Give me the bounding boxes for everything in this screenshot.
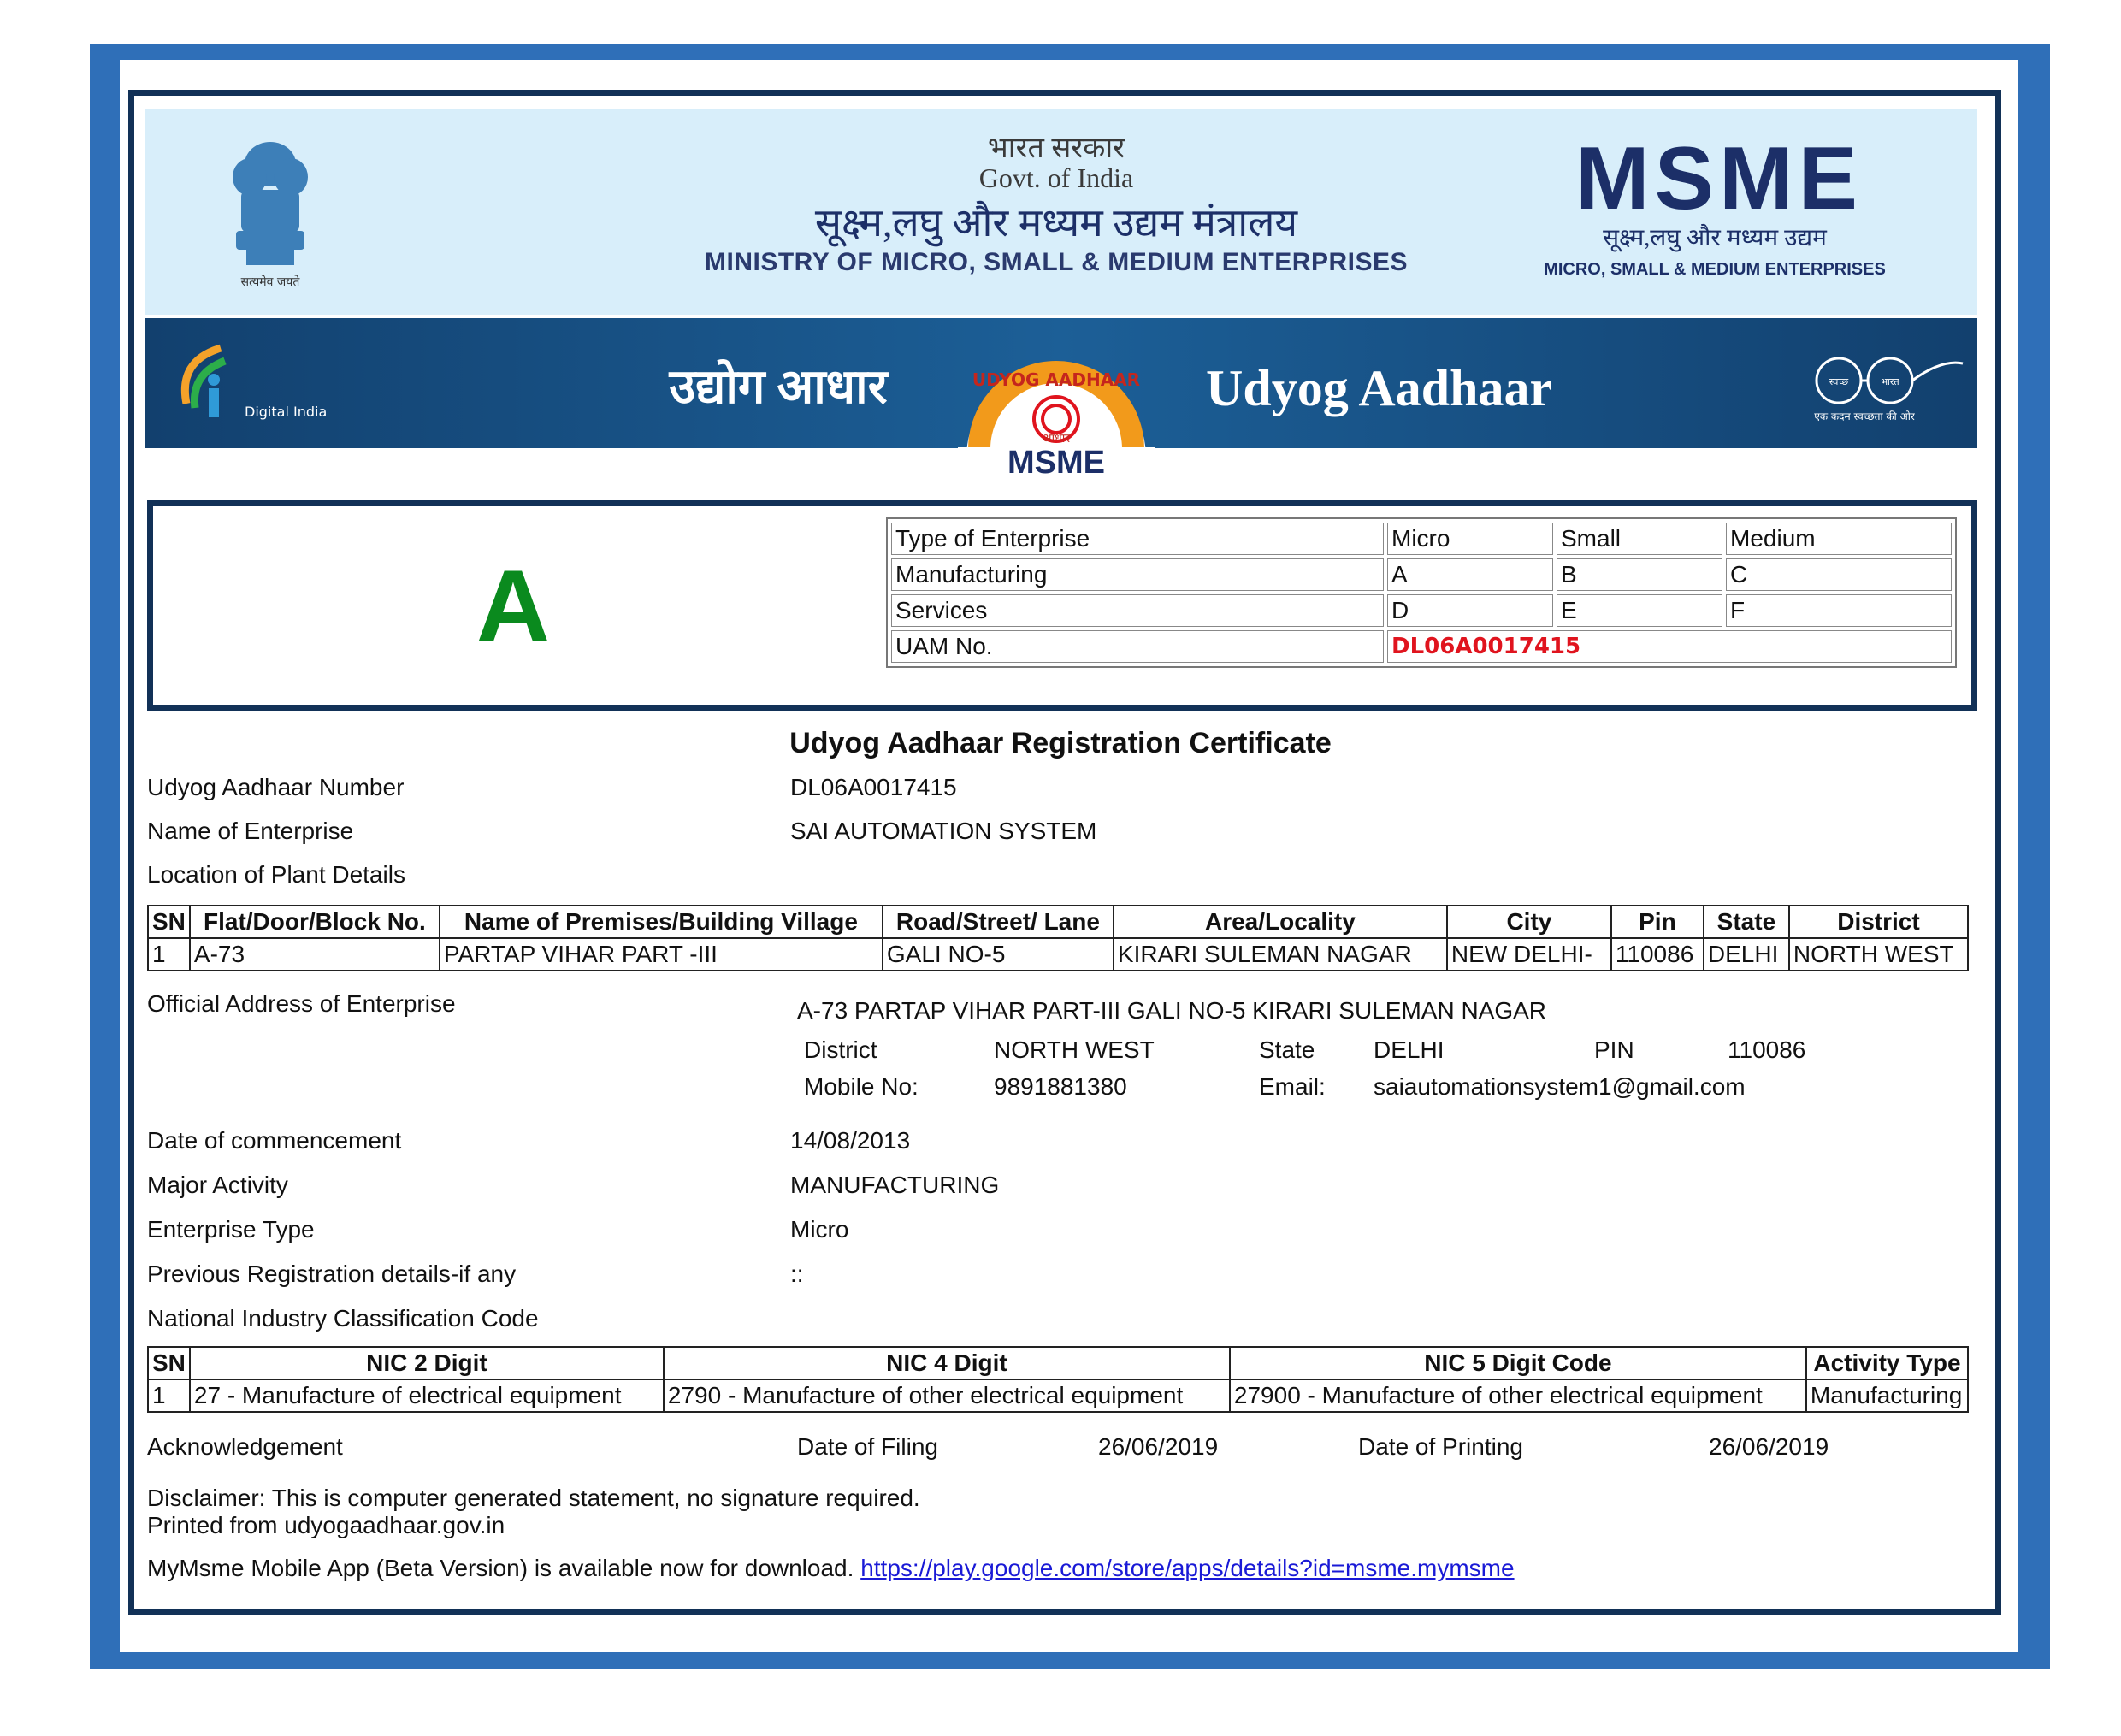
category-cell: F xyxy=(1726,594,1952,627)
plant-details-table xyxy=(147,905,1969,971)
plant-cell: A-73 xyxy=(190,938,440,971)
category-header-row xyxy=(891,523,1952,555)
category-letter: A xyxy=(476,549,551,664)
svg-text:UDYOG AADHAAR: UDYOG AADHAAR xyxy=(972,369,1141,390)
msme-english: MICRO, SMALL & MEDIUM ENTERPRISES xyxy=(1544,260,1886,279)
category-table xyxy=(886,517,1957,668)
uam-label: UAM No. xyxy=(891,630,1384,663)
plant-header: District xyxy=(1789,906,1968,938)
plant-header: Flat/Door/Block No. xyxy=(190,906,440,938)
major-activity-label: Major Activity xyxy=(147,1172,288,1198)
email-value: saiautomationsystem1@gmail.com xyxy=(1374,1073,1746,1100)
play-store-link[interactable]: https://play.google.com/store/apps/details?id=msme.mymsme xyxy=(860,1555,1515,1581)
svg-text:MSME: MSME xyxy=(1575,137,1863,218)
previous-registration-value: :: xyxy=(790,1261,804,1287)
category-cell: E xyxy=(1557,594,1722,627)
uam-row xyxy=(891,630,1952,663)
msme-logo xyxy=(1557,137,1882,218)
printed-from: Printed from udyogaadhaar.gov.in xyxy=(147,1512,505,1538)
district-label: District xyxy=(804,1036,877,1063)
printing-date-label: Date of Printing xyxy=(1358,1433,1523,1460)
filing-date-value: 26/06/2019 xyxy=(1098,1433,1219,1460)
plant-header-row xyxy=(148,906,1968,938)
svg-text:Digital India: Digital India xyxy=(245,404,328,420)
nic-cell: 27900 - Manufacture of other electrical equipment xyxy=(1230,1379,1806,1412)
svg-text:स्वच्छ: स्वच्छ xyxy=(1829,376,1849,387)
commencement-value: 14/08/2013 xyxy=(790,1127,911,1154)
category-header-micro: Micro xyxy=(1387,523,1553,555)
ministry-hindi: सूक्ष्म,लघु और मध्यम उद्यम मंत्रालय xyxy=(814,201,1298,245)
plant-cell: NEW DELHI- xyxy=(1447,938,1611,971)
table-row xyxy=(148,938,1968,971)
previous-registration-label: Previous Registration details-if any xyxy=(147,1261,517,1287)
nic-header-row xyxy=(148,1347,1968,1379)
category-cell: Manufacturing xyxy=(891,558,1384,591)
acknowledgement-label: Acknowledgement xyxy=(147,1433,343,1460)
enterprise-name-value: SAI AUTOMATION SYSTEM xyxy=(790,818,1097,844)
category-header-type: Type of Enterprise xyxy=(891,523,1384,555)
printing-date-value: 26/06/2019 xyxy=(1709,1433,1829,1460)
app-notice-text: MyMsme Mobile App (Beta Version) is available now for download. xyxy=(147,1555,854,1581)
mobile-label: Mobile No: xyxy=(804,1073,919,1100)
enterprise-name-label: Name of Enterprise xyxy=(147,818,354,844)
govt-hindi: भारत सरकार xyxy=(987,133,1125,164)
category-cell: D xyxy=(1387,594,1553,627)
plant-header: City xyxy=(1447,906,1611,938)
udyog-aadhaar-hindi: उद्योग आधार xyxy=(669,361,888,414)
pin-value: 110086 xyxy=(1728,1036,1806,1063)
plant-location-label: Location of Plant Details xyxy=(147,861,405,888)
plant-cell: PARTAP VIHAR PART -III xyxy=(440,938,883,971)
enterprise-type-label: Enterprise Type xyxy=(147,1216,315,1243)
plant-cell: 1 xyxy=(148,938,190,971)
category-cell: B xyxy=(1557,558,1722,591)
plant-header: Name of Premises/Building Village xyxy=(440,906,883,938)
plant-cell: DELHI xyxy=(1704,938,1789,971)
aadhaar-number-value: DL06A0017415 xyxy=(790,774,957,800)
category-row-manufacturing xyxy=(891,558,1952,591)
nic-header: NIC 4 Digit xyxy=(664,1347,1230,1379)
plant-header: Pin xyxy=(1611,906,1704,938)
plant-cell: GALI NO-5 xyxy=(883,938,1114,971)
svg-text:MSME: MSME xyxy=(1007,445,1105,479)
plant-header: State xyxy=(1704,906,1789,938)
enterprise-type-value: Micro xyxy=(790,1216,849,1243)
category-header-small: Small xyxy=(1557,523,1722,555)
udyog-aadhaar-badge xyxy=(949,329,1163,479)
table-row xyxy=(148,1379,1968,1412)
disclaimer: Disclaimer: This is computer generated statement, no signature required. xyxy=(147,1485,920,1511)
nic-header: NIC 5 Digit Code xyxy=(1230,1347,1806,1379)
plant-header: Area/Locality xyxy=(1114,906,1447,938)
ashoka-emblem-icon xyxy=(216,130,325,292)
category-cell: C xyxy=(1726,558,1952,591)
nic-label: National Industry Classification Code xyxy=(147,1305,539,1332)
district-value: NORTH WEST xyxy=(994,1036,1155,1063)
svg-text:सत्यमेव जयते: सत्यमेव जयते xyxy=(240,275,300,289)
swachh-bharat-logo xyxy=(1787,355,1971,428)
svg-text:आधार: आधार xyxy=(1042,432,1071,446)
certificate-title: Udyog Aadhaar Registration Certificate xyxy=(789,727,1332,759)
category-header-medium: Medium xyxy=(1726,523,1952,555)
aadhaar-number-label: Udyog Aadhaar Number xyxy=(147,774,405,800)
nic-header: SN xyxy=(148,1347,190,1379)
govt-english: Govt. of India xyxy=(978,162,1134,193)
major-activity-value: MANUFACTURING xyxy=(790,1172,1000,1198)
svg-text:एक कदम स्वच्छता की ओर: एक कदम स्वच्छता की ओर xyxy=(1814,410,1915,422)
category-row-services xyxy=(891,594,1952,627)
official-address-label: Official Address of Enterprise xyxy=(147,990,456,1017)
nic-cell: Manufacturing xyxy=(1806,1379,1968,1412)
nic-cell: 2790 - Manufacture of other electrical equipment xyxy=(664,1379,1230,1412)
state-label: State xyxy=(1259,1036,1315,1063)
nic-header: Activity Type xyxy=(1806,1347,1968,1379)
udyog-aadhaar-english: Udyog Aadhaar xyxy=(1206,360,1553,416)
plant-cell: KIRARI SULEMAN NAGAR xyxy=(1114,938,1447,971)
category-cell: A xyxy=(1387,558,1553,591)
email-label: Email: xyxy=(1259,1073,1326,1100)
mobile-value: 9891881380 xyxy=(994,1073,1127,1100)
plant-header: SN xyxy=(148,906,190,938)
nic-table xyxy=(147,1346,1969,1413)
msme-hindi: सूक्ष्म,लघु और मध्यम उद्यम xyxy=(1603,225,1827,251)
digital-india-logo xyxy=(169,335,340,429)
nic-cell: 27 - Manufacture of electrical equipment xyxy=(190,1379,664,1412)
nic-cell: 1 xyxy=(148,1379,190,1412)
plant-cell: NORTH WEST xyxy=(1789,938,1968,971)
pin-label: PIN xyxy=(1594,1036,1634,1063)
plant-header: Road/Street/ Lane xyxy=(883,906,1114,938)
app-notice xyxy=(147,1555,1515,1582)
ministry-english: MINISTRY OF MICRO, SMALL & MEDIUM ENTERPRISES xyxy=(705,248,1408,276)
plant-cell: 110086 xyxy=(1611,938,1704,971)
official-address-value: A-73 PARTAP VIHAR PART-III GALI NO-5 KIRARI SULEMAN NAGAR xyxy=(797,997,1547,1024)
svg-text:भारत: भारत xyxy=(1881,376,1899,387)
category-cell: Services xyxy=(891,594,1384,627)
nic-header: NIC 2 Digit xyxy=(190,1347,664,1379)
filing-date-label: Date of Filing xyxy=(797,1433,938,1460)
state-value: DELHI xyxy=(1374,1036,1445,1063)
commencement-label: Date of commencement xyxy=(147,1127,402,1154)
uam-number: DL06A0017415 xyxy=(1387,630,1952,663)
